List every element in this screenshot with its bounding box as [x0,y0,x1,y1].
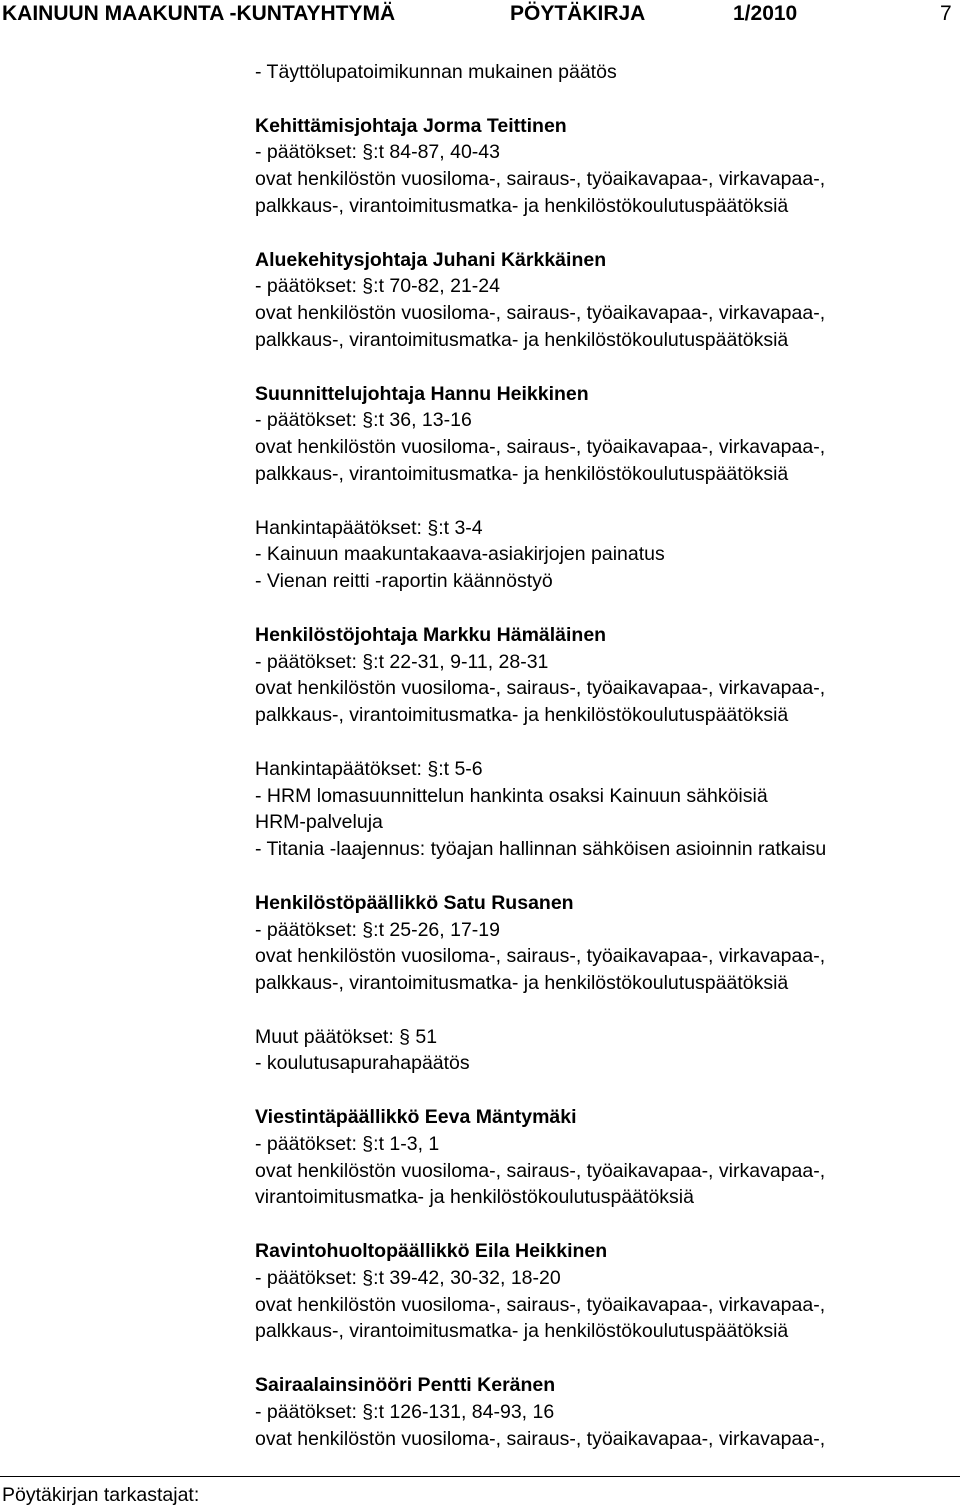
section-line: - HRM lomasuunnittelun hankinta osaksi Kainuun sähköisiä [255,784,768,807]
section-line: - Vienan reitti -raportin käännöstyö [255,570,553,593]
decision-section [255,515,955,595]
section-line: - päätökset: §:t 39-42, 30-32, 18-20 [255,1266,561,1289]
section-spacer [255,354,955,381]
section-line: palkkaus-, virantoimitusmatka- ja henkilöstökoulutuspäätöksiä [255,328,789,351]
section-spacer [255,863,955,890]
section-title: Viestintäpäällikkö Eeva Mäntymäki [255,1106,577,1129]
document-body [255,59,955,1452]
section-line: - päätökset: §:t 1-3, 1 [255,1132,440,1155]
section-spacer [255,1345,955,1372]
section-line: - päätökset: §:t 126-131, 84-93, 16 [255,1400,555,1423]
section-line: ovat henkilöstön vuosiloma-, sairaus-, työaikavapaa-, virkavapaa-, [255,1427,826,1450]
section-line: palkkaus-, virantoimitusmatka- ja henkilöstökoulutuspäätöksiä [255,194,789,217]
section-line: palkkaus-, virantoimitusmatka- ja henkilöstökoulutuspäätöksiä [255,462,789,485]
decision-section [255,247,955,354]
section-line: ovat henkilöstön vuosiloma-, sairaus-, työaikavapaa-, virkavapaa-, [255,677,826,700]
section-spacer [255,220,955,247]
section-spacer [255,488,955,515]
decision-section [255,1372,955,1452]
decision-section [255,622,955,729]
section-line: palkkaus-, virantoimitusmatka- ja henkilöstökoulutuspäätöksiä [255,972,789,995]
section-line: HRM-palveluja [255,811,383,834]
decision-section [255,381,955,488]
section-title: Sairaalainsinööri Pentti Keränen [255,1374,556,1397]
section-line: virantoimitusmatka- ja henkilöstökoulutuspäätöksiä [255,1186,694,1209]
decision-section [255,113,955,220]
section-line: - päätökset: §:t 25-26, 17-19 [255,918,500,941]
section-title: Kehittämisjohtaja Jorma Teittinen [255,114,567,137]
section-spacer [255,1077,955,1104]
decision-section [255,756,955,863]
section-spacer [255,86,955,113]
decision-section [255,1024,955,1078]
page-header [0,2,960,30]
section-spacer [255,1211,955,1238]
section-line: ovat henkilöstön vuosiloma-, sairaus-, työaikavapaa-, virkavapaa-, [255,302,826,325]
section-line: palkkaus-, virantoimitusmatka- ja henkilöstökoulutuspäätöksiä [255,704,789,727]
section-spacer [255,997,955,1024]
footer-divider [0,1476,960,1477]
section-title: Henkilöstöpäällikkö Satu Rusanen [255,891,574,914]
organization-name: KAINUUN MAAKUNTA -KUNTAYHTYMÄ [2,2,396,25]
section-line: - päätökset: §:t 22-31, 9-11, 28-31 [255,650,549,673]
section-spacer [255,729,955,756]
section-line: - päätökset: §:t 70-82, 21-24 [255,275,500,298]
section-line: ovat henkilöstön vuosiloma-, sairaus-, työaikavapaa-, virkavapaa-, [255,945,826,968]
section-title: Henkilöstöjohtaja Markku Hämäläinen [255,623,607,646]
section-title: Ravintohuoltopäällikkö Eila Heikkinen [255,1240,608,1263]
page-number: 7 [940,2,952,25]
section-line: ovat henkilöstön vuosiloma-, sairaus-, työaikavapaa-, virkavapaa-, [255,1159,826,1182]
document-type: PÖYTÄKIRJA [510,2,646,25]
section-line: ovat henkilöstön vuosiloma-, sairaus-, työaikavapaa-, virkavapaa-, [255,436,826,459]
section-line: ovat henkilöstön vuosiloma-, sairaus-, työaikavapaa-, virkavapaa-, [255,168,826,191]
section-title: Aluekehitysjohtaja Juhani Kärkkäinen [255,248,607,271]
section-title: Suunnittelujohtaja Hannu Heikkinen [255,382,589,405]
decision-section [255,1104,955,1211]
section-line: ovat henkilöstön vuosiloma-, sairaus-, työaikavapaa-, virkavapaa-, [255,1293,826,1316]
section-line: Muut päätökset: § 51 [255,1025,438,1048]
section-line: Hankintapäätökset: §:t 5-6 [255,757,483,780]
section-line: - päätökset: §:t 84-87, 40-43 [255,141,500,164]
footer-reviewers-label: Pöytäkirjan tarkastajat: [2,1484,200,1506]
section-line: - koulutusapurahapäätös [255,1052,470,1075]
document-number: 1/2010 [733,2,798,25]
decision-section [255,1238,955,1345]
decision-section [255,890,955,997]
section-line: - Kainuun maakuntakaava-asiakirjojen painatus [255,543,665,566]
section-line: - Titania -laajennus: työajan hallinnan sähköisen asioinnin ratkaisu [255,838,827,861]
section-line: - päätökset: §:t 36, 13-16 [255,409,472,432]
intro-line: - Täyttölupatoimikunnan mukainen päätös [255,61,617,83]
section-line: palkkaus-, virantoimitusmatka- ja henkilöstökoulutuspäätöksiä [255,1320,789,1343]
section-line: Hankintapäätökset: §:t 3-4 [255,516,483,539]
section-spacer [255,595,955,622]
